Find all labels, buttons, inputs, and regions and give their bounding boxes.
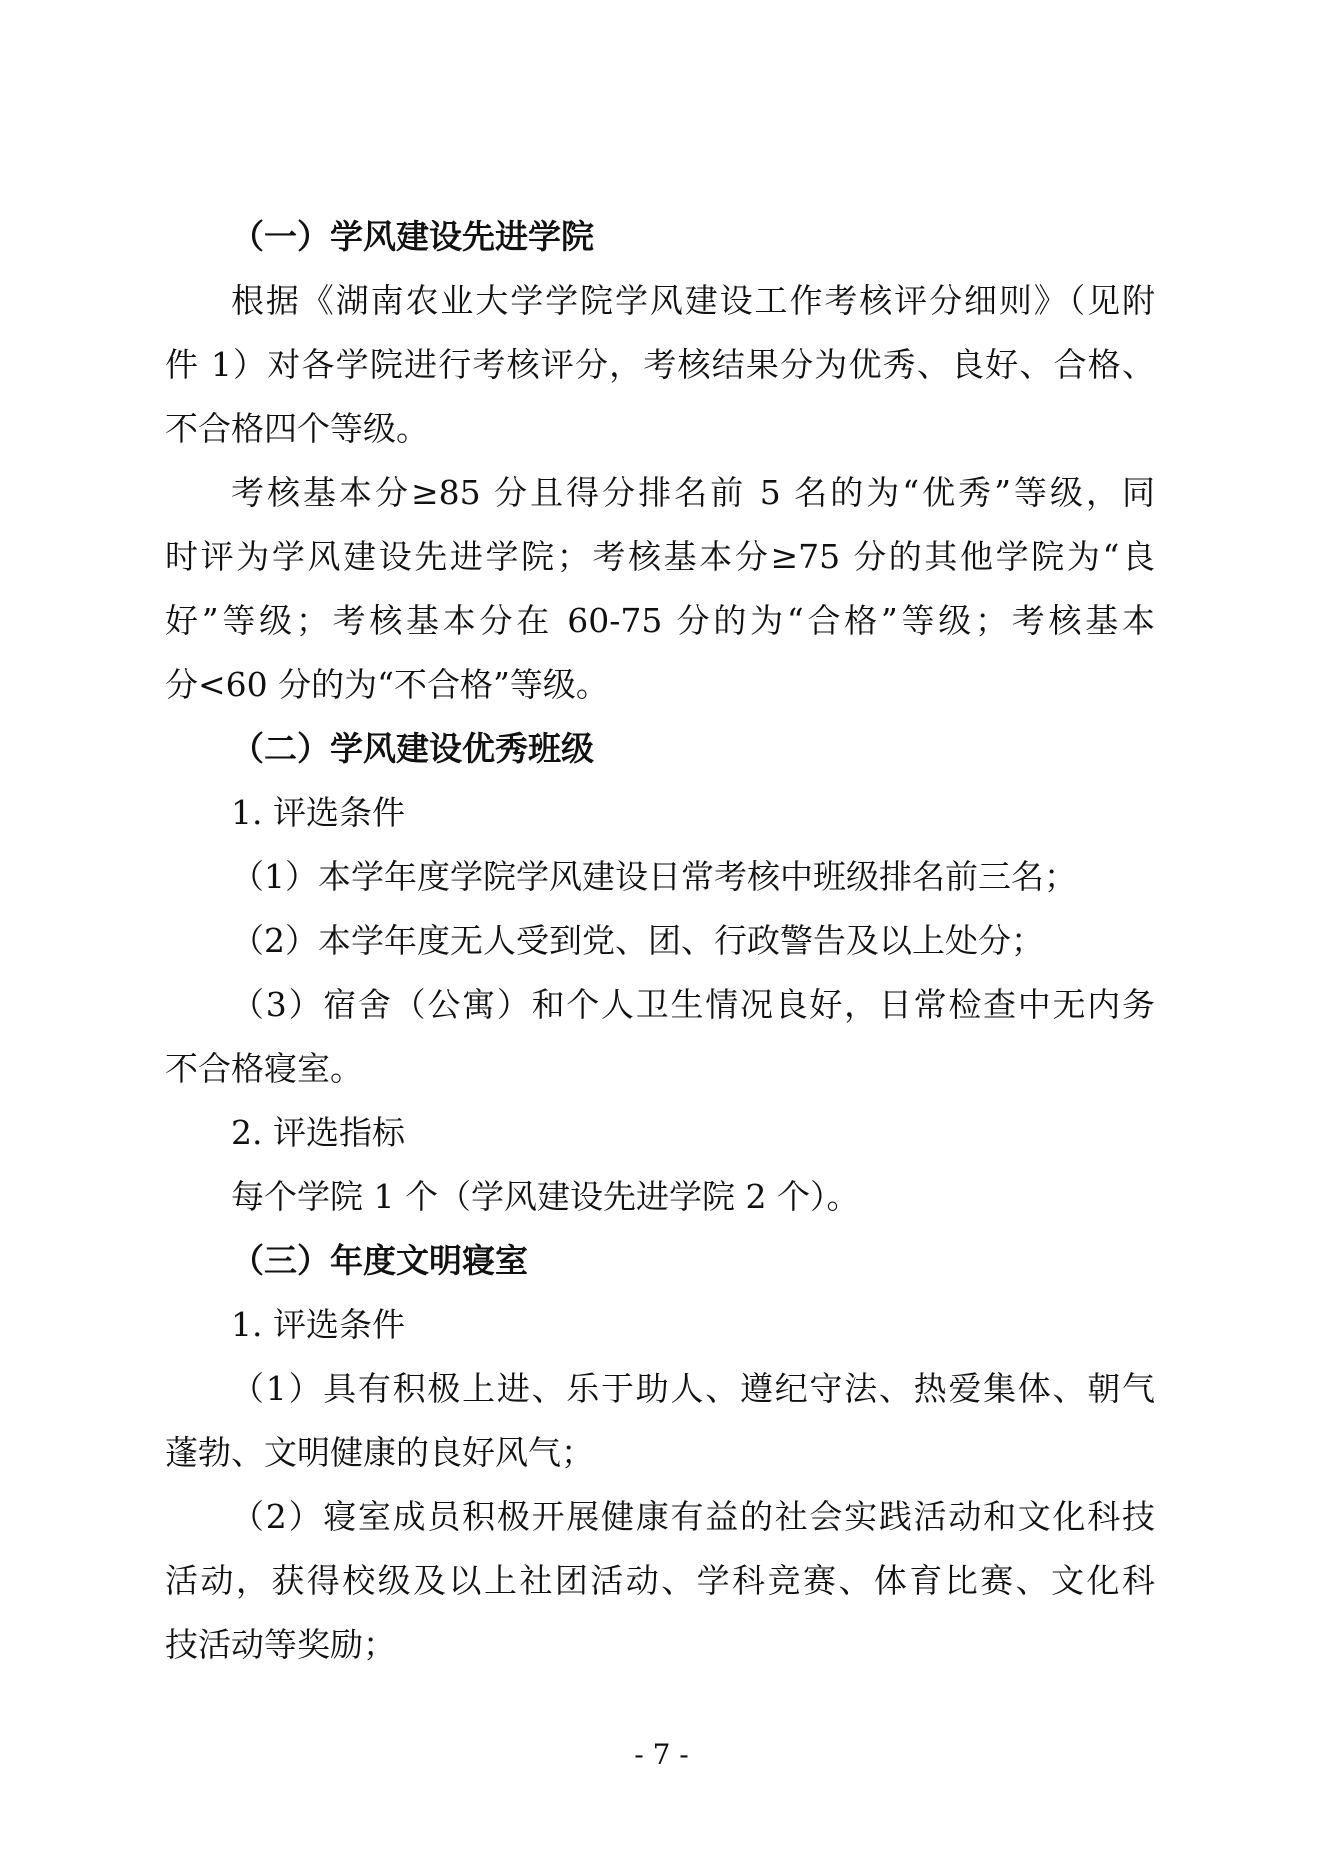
paragraph-line: 考核基本分≥85 分且得分排名前 5 名的为“优秀”等级，同 [231,473,1155,512]
subheading-line: 2. 评选指标 [231,1113,405,1152]
section-heading-3: （三）年度文明寝室 [231,1241,528,1280]
paragraph-line: 时评为学风建设先进学院；考核基本分≥75 分的其他学院为“良 [165,537,1155,576]
paragraph-line: 好”等级；考核基本分在 60-75 分的为“合格”等级；考核基本 [165,601,1155,640]
paragraph-line: 根据《湖南农业大学学院学风建设工作考核评分细则》（见附 [231,281,1155,320]
page-number: - 7 - [634,1738,689,1771]
list-item-line: （1）本学年度学院学风建设日常考核中班级排名前三名； [231,857,1077,896]
list-item-line: 技活动等奖励； [165,1625,396,1664]
list-item-line: （2）本学年度无人受到党、团、行政警告及以上处分； [231,921,1044,960]
subheading-line: 1. 评选条件 [231,793,405,832]
paragraph-line: 不合格四个等级。 [165,409,429,448]
paragraph-line: 件 1）对各学院进行考核评分，考核结果分为优秀、良好、合格、 [165,345,1155,384]
subheading-line: 1. 评选条件 [231,1305,405,1344]
paragraph-line: 每个学院 1 个（学风建设先进学院 2 个）。 [231,1177,860,1216]
list-item-line: （1）具有积极上进、乐于助人、遵纪守法、热爱集体、朝气 [231,1369,1155,1408]
list-item-line: 蓬勃、文明健康的良好风气； [165,1433,594,1472]
list-item-line: （3）宿舍（公寓）和个人卫生情况良好，日常检查中无内务 [231,985,1155,1024]
paragraph-line: 分<60 分的为“不合格”等级。 [165,665,609,704]
section-heading-2: （二）学风建设优秀班级 [231,729,594,768]
list-item-line: 活动，获得校级及以上社团活动、学科竞赛、体育比赛、文化科 [165,1561,1155,1600]
list-item-line: （2）寝室成员积极开展健康有益的社会实践活动和文化科技 [231,1497,1155,1536]
list-item-line: 不合格寝室。 [165,1049,363,1088]
section-heading-1: （一）学风建设先进学院 [231,217,594,256]
document-body [165,205,1155,1677]
